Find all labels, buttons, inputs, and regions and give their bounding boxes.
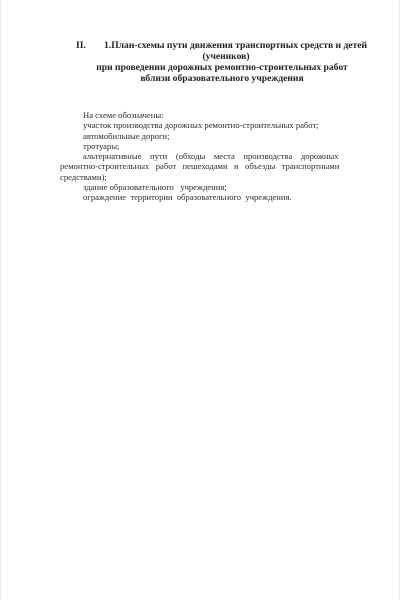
- document-heading: [62, 40, 368, 84]
- legend-text: [60, 110, 344, 203]
- legend-item-roads: автомобильные дороги;: [83, 130, 170, 141]
- heading-line-1: [62, 40, 368, 51]
- legend-item-worksite: участок производства дорожных ремонтно-строительных работ;: [83, 120, 319, 131]
- legend-intro: На схеме обозначены:: [83, 110, 164, 120]
- heading-line-2: (учеников): [202, 51, 250, 62]
- heading-line-3: при проведении дорожных ремонтно-строительных работ: [96, 62, 348, 73]
- section-number: II.: [76, 40, 86, 51]
- heading-title: 1.План-схемы пути движения транспортных средств и детей: [104, 40, 368, 51]
- legend-item-fence: ограждение территории образовательного учреждения.: [83, 192, 292, 203]
- legend-item-alternative-routes-cont: ремонтно-строительных работ пешеходами и объезды транспортными: [60, 161, 340, 172]
- legend-item-school-building: здание образовательного учреждения;: [83, 182, 227, 193]
- heading-line-4: вблизи образовательного учреждения: [140, 73, 304, 84]
- legend-item-alternative-routes-end: средствами);: [60, 171, 107, 182]
- legend-item-alternative-routes: альтернативные пути (обходы места производства дорожных: [83, 151, 339, 162]
- legend-item-sidewalks: тротуары;: [83, 140, 120, 151]
